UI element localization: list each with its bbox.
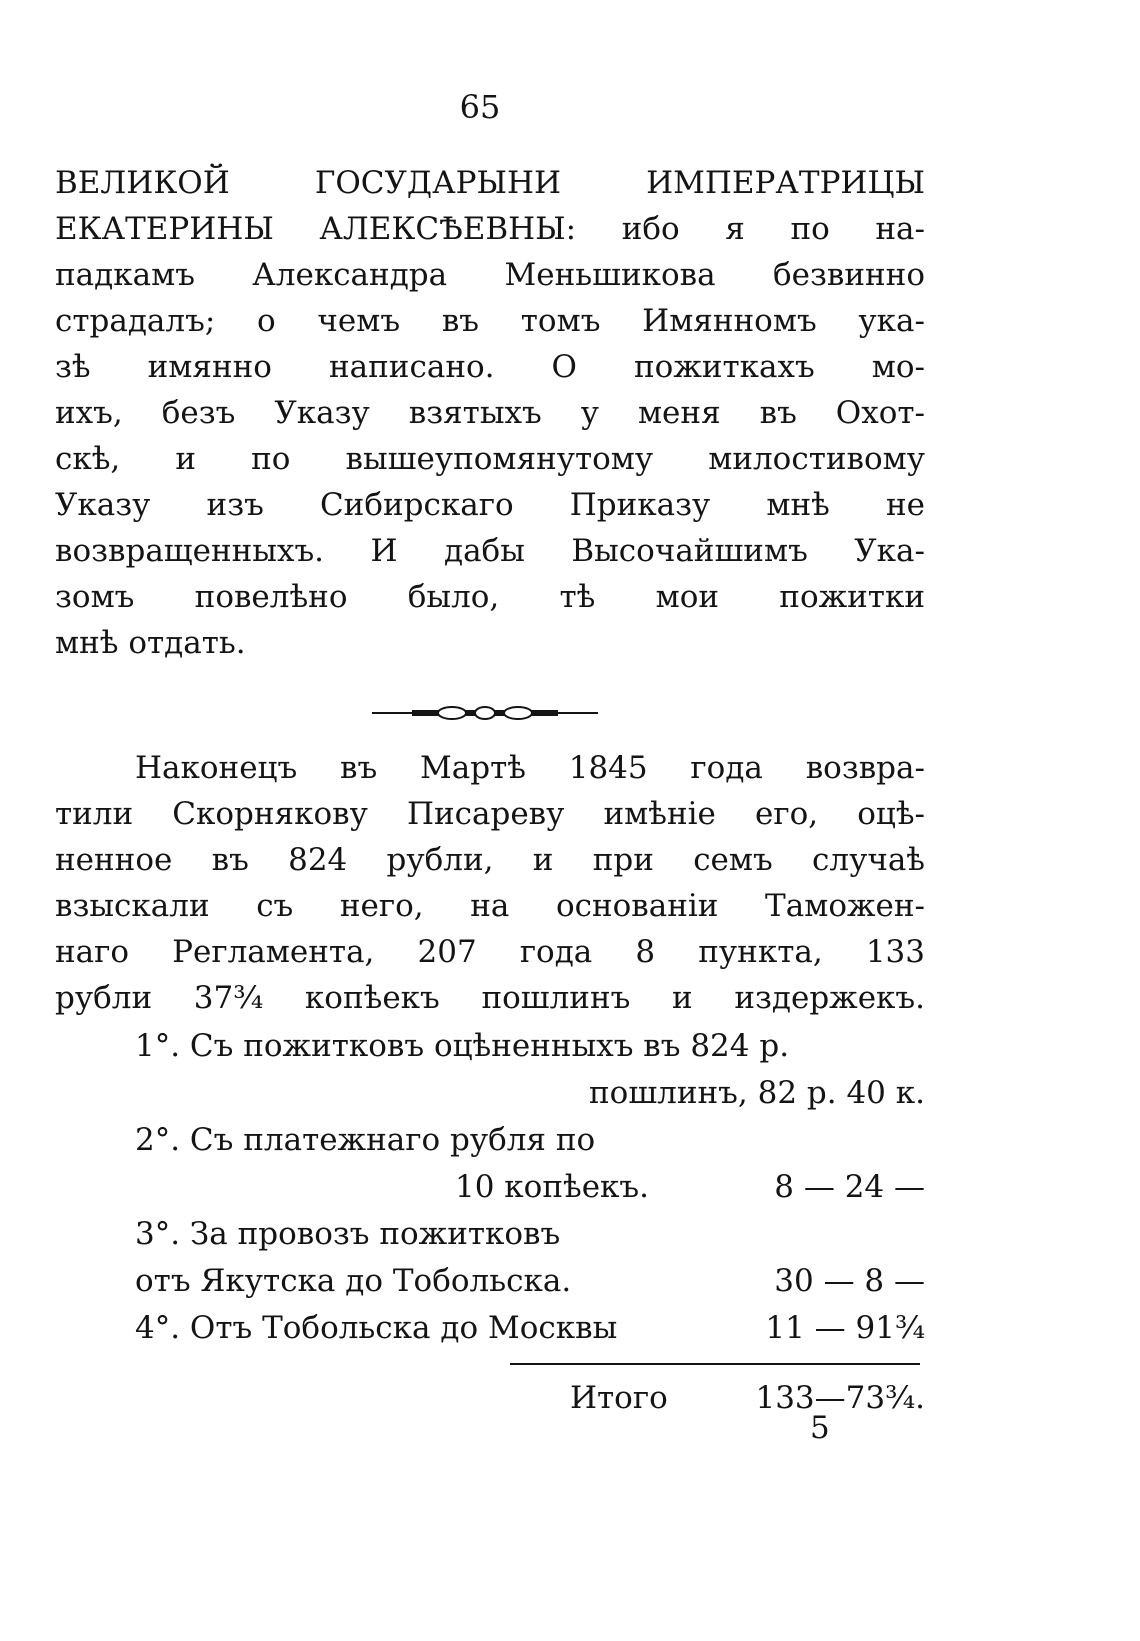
- signature-mark: 5: [810, 1410, 830, 1446]
- item-1-amount: пошлинъ, 82 р. 40 к.: [589, 1075, 925, 1111]
- total-amount: 133—73¾.: [755, 1380, 925, 1416]
- text-line: ненное въ 824 рубли, и при семъ случаѣ: [55, 842, 925, 878]
- page-number: 65: [459, 88, 501, 126]
- text-line: Наконецъ въ Мартѣ 1845 года возвра-: [135, 750, 925, 786]
- text-line: страдалъ; о чемъ въ томъ Имянномъ ука-: [55, 303, 925, 339]
- item-2-line-2: 10 копѣекъ.: [455, 1169, 649, 1205]
- text-line: мнѣ отдать.: [55, 625, 246, 661]
- text-line: скѣ, и по вышеупомянутому милостивому: [55, 441, 925, 477]
- text-line: наго Регламента, 207 года 8 пункта, 133: [55, 934, 925, 970]
- text-line: взыскали съ него, на основаніи Таможен-: [55, 888, 925, 924]
- item-2-line: 2°. Съ платежнаго рубля по: [135, 1122, 596, 1158]
- ornament-divider-icon: [372, 705, 598, 721]
- text-line: падкамъ Александра Меньшикова безвинно: [55, 257, 925, 293]
- text-line: рубли 37¾ копѣекъ пошлинъ и издержекъ.: [55, 980, 925, 1016]
- item-4-line: 4°. Отъ Тобольска до Москвы: [135, 1310, 618, 1346]
- item-3-amount: 30 — 8 —: [774, 1263, 925, 1299]
- item-1-line: 1°. Съ пожитковъ оцѣненныхъ въ 824 р.: [135, 1028, 790, 1064]
- text-line: возвращенныхъ. И дабы Высочайшимъ Ука-: [55, 533, 925, 569]
- text-line: зѣ имянно написано. О пожиткахъ мо-: [55, 349, 925, 385]
- text-line: Указу изъ Сибирскаго Приказу мнѣ не: [55, 487, 925, 523]
- item-2-amount: 8 — 24 —: [774, 1169, 925, 1205]
- text-line: ЕКАТЕРИНЫ АЛЕКСѢЕВНЫ: ибо я по на-: [55, 211, 925, 247]
- item-4-amount: 11 — 91¾: [765, 1310, 925, 1346]
- total-label: Итого: [570, 1380, 668, 1416]
- text-line: ВЕЛИКОЙ ГОСУДАРЫНИ ИМПЕРАТРИЦЫ: [55, 165, 925, 201]
- text-line: тили Скорнякову Писареву имѣніе его, оцѣ-: [55, 796, 925, 832]
- text-line: ихъ, безъ Указу взятыхъ у меня въ Охот-: [55, 395, 925, 431]
- item-3-line: 3°. За провозъ пожитковъ: [135, 1216, 561, 1252]
- text-line: зомъ повелѣно было, тѣ мои пожитки: [55, 579, 925, 615]
- item-3-line-2: отъ Якутска до Тобольска.: [135, 1263, 572, 1299]
- total-rule: [510, 1363, 920, 1365]
